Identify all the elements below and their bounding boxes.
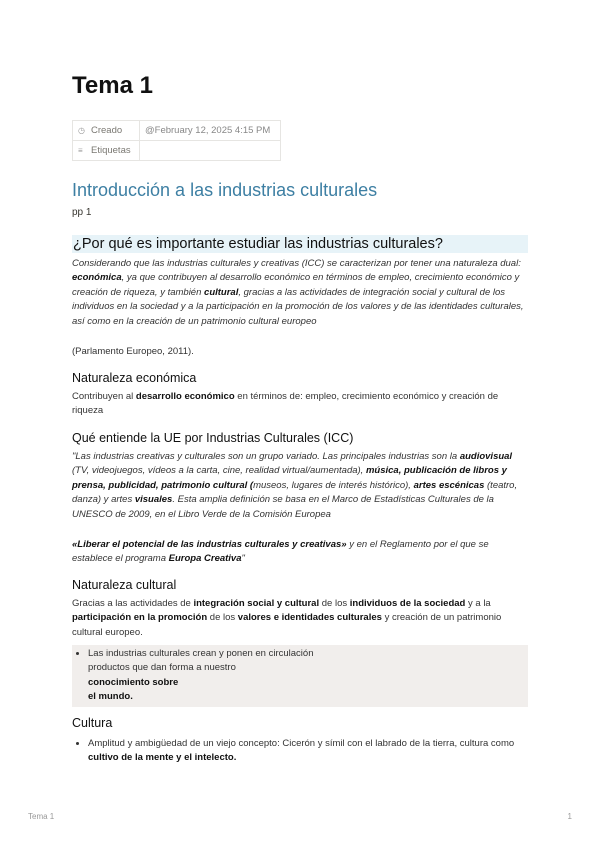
page-title: Tema 1 (72, 72, 153, 99)
heading-economic-nature: Naturaleza económica (72, 371, 197, 385)
footer-title: Tema 1 (28, 812, 55, 821)
economic-paragraph: Contribuyen al desarrollo económico en términos de: empleo, crecimiento económico y creación de riqueza (72, 391, 499, 417)
list-item: • Amplitud y ambigüedad de un viejo concepto: Cicerón y símil con el labrado de la tierra, cultura como cultivo de la mente y el intelecto. (88, 737, 528, 766)
intro-source: (Parlamento Europeo, 2011). (72, 346, 194, 357)
cultural-paragraph: Gracias a las actividades de integración social y cultural de los individuos de la sociedad y a la participación en la promoción de los valores e identidades culturales y creación de un patrimonio cultural europeo. (72, 598, 502, 638)
property-value-tags[interactable] (140, 141, 281, 161)
page-number: 1 (567, 812, 572, 821)
icc-quote: "Las industrias creativas y culturales son un grupo variado. Las principales industrias son la audiovisual (TV, videojuegos, vídeos a la carta, cine, realidad virtual/aumentada), música, publicación de libros y prensa, publicidad, patrimonio cultural (museos, lugares de interés histórico), artes escénicas (teatro, danza) y artes visuales. Esta amplia definición se basa en el Marco de Estadísticas Culturales de la UNESCO de 2009, en el Libro Verde de la Comisión Europea (72, 451, 518, 520)
bullet-list (72, 737, 528, 766)
property-label: Creado (91, 125, 123, 136)
highlighted-block (72, 645, 528, 707)
section-heading: Introducción a las industrias culturales (72, 180, 378, 200)
property-row-tags (73, 141, 281, 161)
cultura-block (72, 737, 528, 766)
heading-icc: Qué entiende la UE por Industrias Culturales (ICC) (72, 431, 354, 445)
heading-cultura: Cultura (72, 716, 113, 730)
icc-quote-continued: «Liberar el potencial de las industrias culturales y creativas» y en el Reglamento por el que se establece el programa Europa Creativa" (72, 539, 489, 565)
clock-icon: ◷ (78, 126, 85, 135)
list-item: • Las industrias culturales crean y ponen en circulación productos que dan forma a nuestro conocimiento sobre el mundo. (88, 647, 528, 705)
bullet-list (72, 647, 528, 705)
property-row-created (73, 121, 281, 141)
properties-table (72, 120, 281, 161)
heading-cultural-nature: Naturaleza cultural (72, 578, 177, 592)
property-label: Etiquetas (91, 145, 131, 156)
list-icon: ≡ (78, 146, 83, 155)
page-reference: pp 1 (72, 207, 92, 218)
question-heading: ¿Por qué es importante estudiar las industrias culturales? (72, 235, 528, 253)
intro-quote: Considerando que las industrias culturales y creativas (ICC) se caracterizan por tener una naturaleza dual: económica, ya que contribuyen al desarrollo económico en términos de empleo, crecimiento económico y creación de riqueza, y también cultural, gracias a las actividades de integración social y cultural de los individuos en la sociedad y a la participación en la promoción de los valores y de las identidades culturales, así como en la creación de un patrimonio cultural europeo (72, 258, 524, 327)
property-value-created[interactable]: @February 12, 2025 4:15 PM (140, 121, 281, 141)
